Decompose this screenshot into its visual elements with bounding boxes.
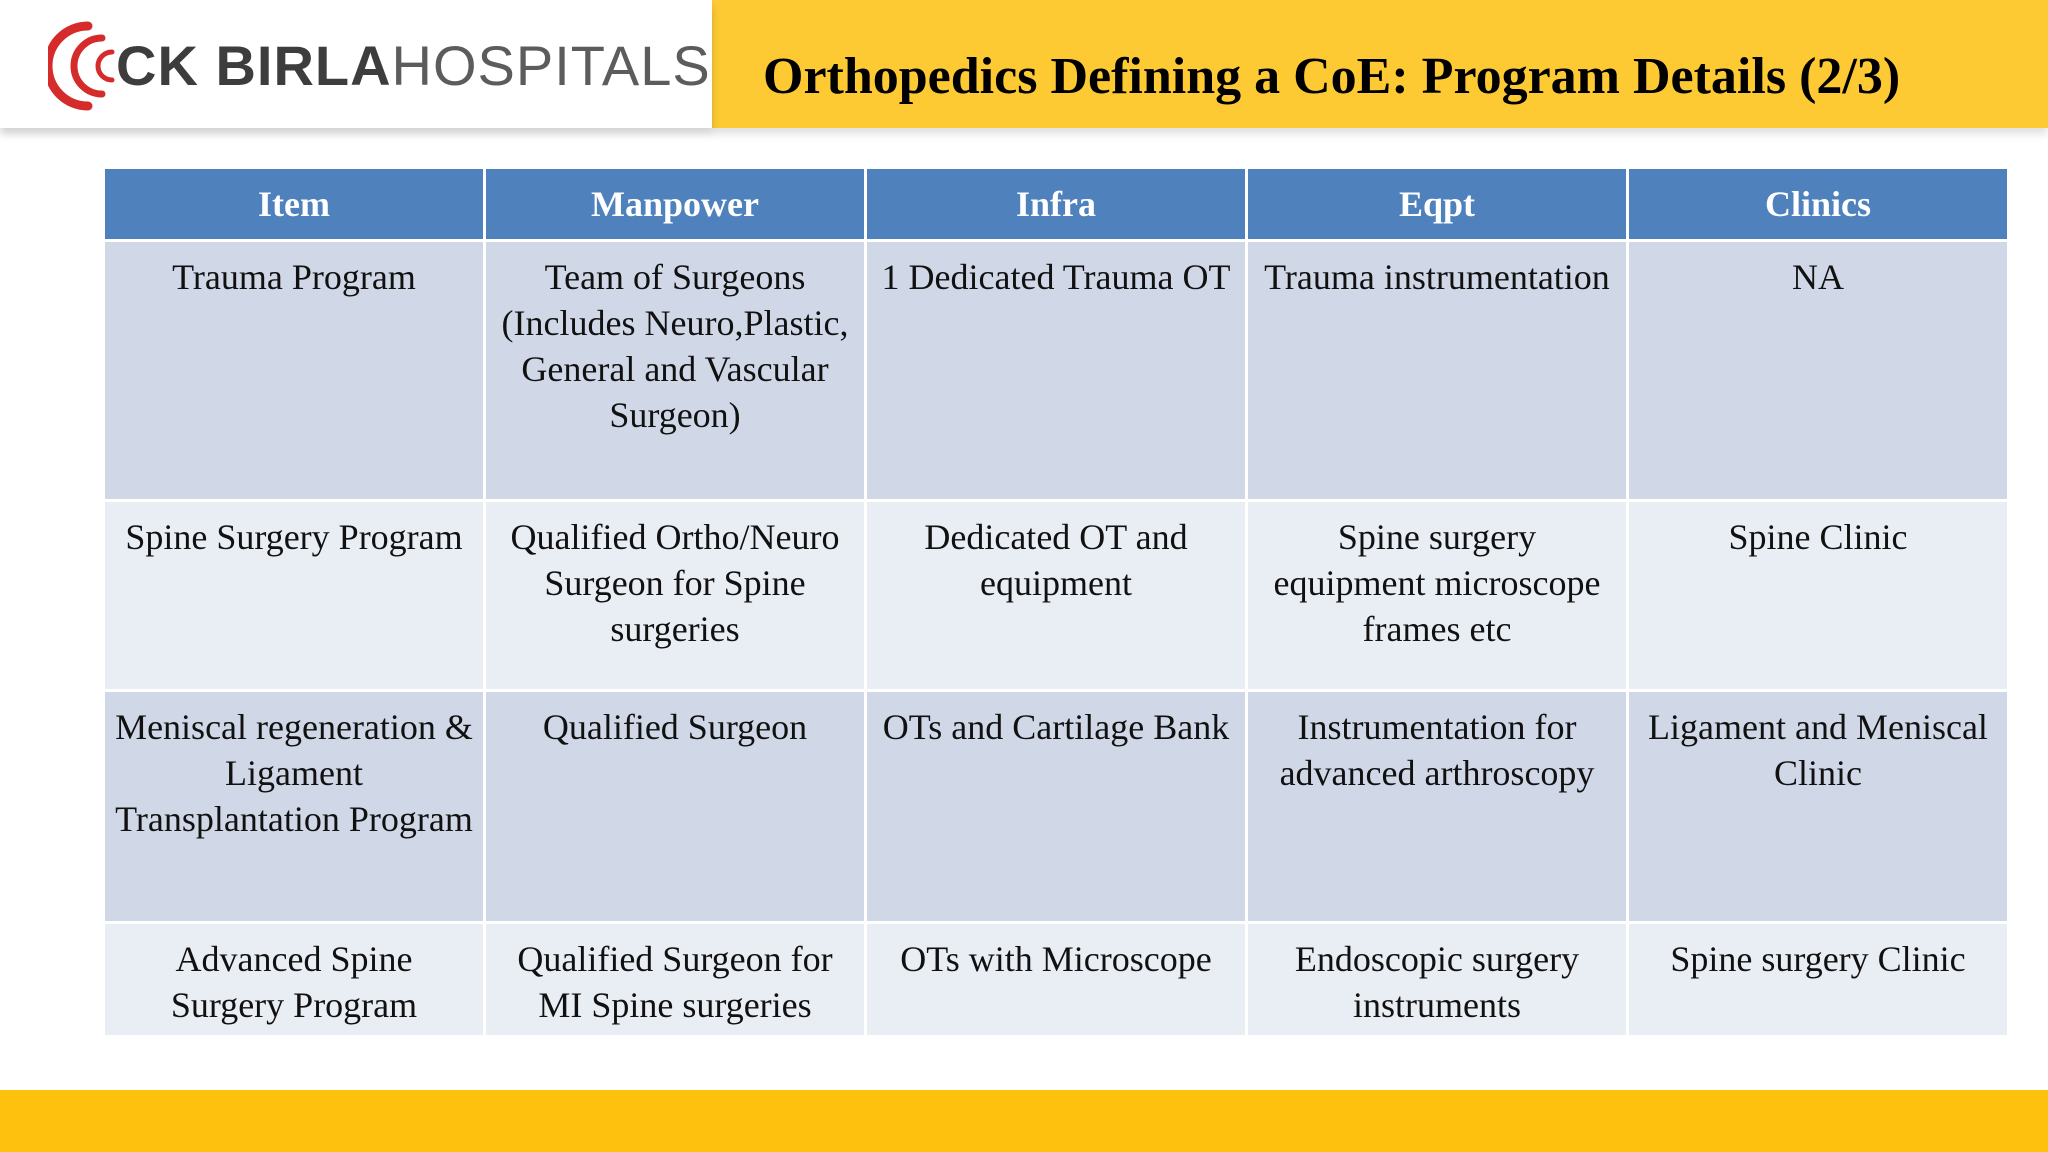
cell-eqpt: Endoscopic surgery instruments [1247, 923, 1628, 1037]
page-title: Orthopedics Defining a CoE: Program Details (2/3) [763, 48, 1901, 105]
cell-eqpt: Trauma instrumentation [1247, 241, 1628, 501]
cell-item: Advanced Spine Surgery Program [104, 923, 485, 1037]
cell-infra: OTs with Microscope [866, 923, 1247, 1037]
table-row [104, 241, 2009, 501]
cell-clinics: Spine surgery Clinic [1628, 923, 2009, 1037]
footer-bar [0, 1090, 2048, 1152]
table-row [104, 923, 2009, 1037]
logo-wordmark [116, 30, 711, 102]
cell-item: Trauma Program [104, 241, 485, 501]
cell-clinics: Ligament and Meniscal Clinic [1628, 691, 2009, 923]
program-details-table [102, 166, 2010, 1038]
cell-eqpt: Spine surgery equipment microscope frames etc [1247, 501, 1628, 691]
cell-infra: OTs and Cartilage Bank [866, 691, 1247, 923]
cell-manpower: Qualified Surgeon for MI Spine surgeries [485, 923, 866, 1037]
cell-manpower: Team of Surgeons (Includes Neuro,Plastic, General and Vascular Surgeon) [485, 241, 866, 501]
header-manpower: Manpower [485, 168, 866, 241]
table-row [104, 691, 2009, 923]
cell-item: Spine Surgery Program [104, 501, 485, 691]
cell-infra: Dedicated OT and equipment [866, 501, 1247, 691]
logo-area [0, 0, 712, 128]
cell-infra: 1 Dedicated Trauma OT [866, 241, 1247, 501]
cell-clinics: NA [1628, 241, 2009, 501]
logo-bold-text: CK BIRLA [116, 34, 392, 97]
logo-arc-icon [48, 18, 118, 114]
header-item: Item [104, 168, 485, 241]
header-clinics: Clinics [1628, 168, 2009, 241]
cell-manpower: Qualified Ortho/Neuro Surgeon for Spine surgeries [485, 501, 866, 691]
slide-header [0, 0, 2048, 128]
table-row [104, 501, 2009, 691]
program-details-table-wrapper [102, 166, 2010, 1038]
header-infra: Infra [866, 168, 1247, 241]
cell-item: Meniscal regeneration & Ligament Transplantation Program [104, 691, 485, 923]
header-eqpt: Eqpt [1247, 168, 1628, 241]
table-header-row [104, 168, 2009, 241]
logo-light-text: HOSPITALS [391, 34, 711, 97]
cell-clinics: Spine Clinic [1628, 501, 2009, 691]
cell-eqpt: Instrumentation for advanced arthroscopy [1247, 691, 1628, 923]
cell-manpower: Qualified Surgeon [485, 691, 866, 923]
